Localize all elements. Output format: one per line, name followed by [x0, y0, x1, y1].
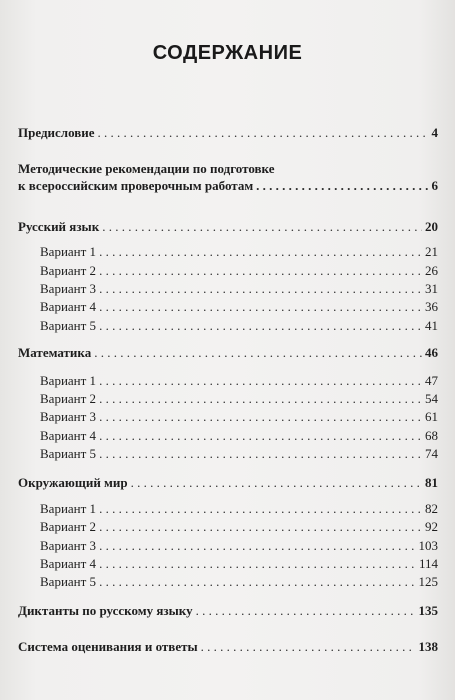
dot-leader	[99, 427, 422, 444]
toc-entry-world-variant-1[interactable]	[40, 500, 438, 517]
toc-entry-page: 74	[425, 446, 438, 461]
dot-leader	[99, 372, 422, 389]
toc-entry-label: Вариант 1	[40, 373, 97, 388]
toc-entry-page: 54	[425, 391, 438, 406]
toc-entry-page: 125	[418, 574, 438, 589]
toc-entry-label: Вариант 2	[40, 519, 97, 534]
toc-entry-preface[interactable]	[18, 124, 438, 141]
toc-entry-page: 68	[425, 428, 438, 443]
toc-entry-page: 61	[425, 409, 438, 424]
dot-leader	[98, 124, 429, 141]
toc-entry-label: Вариант 5	[40, 446, 97, 461]
toc-entry-russian-variant-5[interactable]	[40, 317, 438, 334]
toc-entry-page: 4	[431, 125, 438, 140]
toc-entry-label: Вариант 1	[40, 244, 97, 259]
toc-entry-label: Вариант 1	[40, 501, 97, 516]
dot-leader	[99, 298, 422, 315]
toc-entry-page: 31	[425, 281, 438, 296]
toc-entry-page: 41	[425, 318, 438, 333]
dot-leader	[196, 602, 416, 619]
toc-entry-russian-variant-2[interactable]	[40, 262, 438, 279]
toc-entry-math-variant-5[interactable]	[40, 445, 438, 462]
toc-entry-page: 138	[418, 639, 438, 654]
toc-entry-math-variant-4[interactable]	[40, 427, 438, 444]
toc-entry-world-around[interactable]	[18, 474, 438, 491]
toc-entry-methodical-recommendations[interactable]	[18, 160, 438, 194]
toc-entry-label: Вариант 2	[40, 391, 97, 406]
toc-entry-page: 135	[418, 603, 438, 618]
dot-leader	[131, 474, 422, 491]
toc-entry-math-variant-3[interactable]	[40, 408, 438, 425]
dot-leader	[99, 243, 422, 260]
toc-entry-page: 82	[425, 501, 438, 516]
dot-leader	[99, 518, 422, 535]
toc-entry-world-variant-5[interactable]	[40, 573, 438, 590]
dot-leader	[94, 344, 422, 361]
toc-entry-label-line1: Методические рекомендации по подготовке	[18, 161, 275, 176]
toc-entry-label: Окружающий мир	[18, 475, 128, 490]
dot-leader	[99, 408, 422, 425]
toc-entry-label: Предисловие	[18, 125, 95, 140]
toc-entry-world-variant-2[interactable]	[40, 518, 438, 535]
toc-entry-russian-variant-1[interactable]	[40, 243, 438, 260]
toc-entry-math-variant-2[interactable]	[40, 390, 438, 407]
toc-entry-page: 92	[425, 519, 438, 534]
toc-entry-label: Вариант 5	[40, 574, 97, 589]
toc-entry-label: Система оценивания и ответы	[18, 639, 198, 654]
toc-entry-label: Русский язык	[18, 219, 100, 234]
dot-leader	[99, 262, 422, 279]
toc-entry-page: 26	[425, 263, 438, 278]
toc-entry-russian-language[interactable]	[18, 218, 438, 235]
page-title: СОДЕРЖАНИЕ	[152, 42, 303, 64]
dot-leader	[256, 177, 428, 194]
toc-entry-dictations[interactable]	[18, 602, 438, 619]
toc-entry-world-variant-3[interactable]	[40, 537, 438, 554]
toc-entry-page: 46	[425, 345, 438, 360]
toc-entry-label: Вариант 4	[40, 428, 97, 443]
toc-entry-assessment-answers[interactable]	[18, 638, 438, 655]
toc-entry-page: 47	[425, 373, 438, 388]
toc-entry-label-line2: к всероссийским проверочным работам	[18, 178, 254, 193]
dot-leader	[99, 317, 422, 334]
toc-entry-russian-variant-3[interactable]	[40, 280, 438, 297]
dot-leader	[99, 500, 422, 517]
toc-entry-label: Вариант 2	[40, 263, 97, 278]
dot-leader	[99, 280, 422, 297]
toc-entry-russian-variant-4[interactable]	[40, 298, 438, 315]
toc-entry-label: Математика	[18, 345, 92, 360]
toc-entry-page: 20	[425, 219, 438, 234]
dot-leader	[102, 218, 422, 235]
toc-entry-label: Вариант 3	[40, 409, 97, 424]
toc-entry-label: Вариант 3	[40, 538, 97, 553]
dot-leader	[99, 537, 415, 554]
toc-entry-page: 114	[418, 556, 438, 571]
toc-entry-math-variant-1[interactable]	[40, 372, 438, 389]
toc-entry-label: Диктанты по русскому языку	[18, 603, 193, 618]
dot-leader	[201, 638, 416, 655]
toc-entry-label: Вариант 5	[40, 318, 97, 333]
toc-entry-page: 103	[418, 538, 438, 553]
dot-leader	[99, 573, 415, 590]
dot-leader	[99, 555, 416, 572]
toc-entry-page: 36	[425, 299, 438, 314]
toc-entry-label: Вариант 3	[40, 281, 97, 296]
toc-entry-page: 21	[425, 244, 438, 259]
dot-leader	[99, 390, 422, 407]
toc-entry-page: 81	[425, 475, 438, 490]
toc-entry-label: Вариант 4	[40, 299, 97, 314]
dot-leader	[99, 445, 422, 462]
toc-entry-label: Вариант 4	[40, 556, 97, 571]
toc-entry-page: 6	[431, 178, 438, 193]
toc-entry-world-variant-4[interactable]	[40, 555, 438, 572]
toc-entry-mathematics[interactable]	[18, 344, 438, 361]
